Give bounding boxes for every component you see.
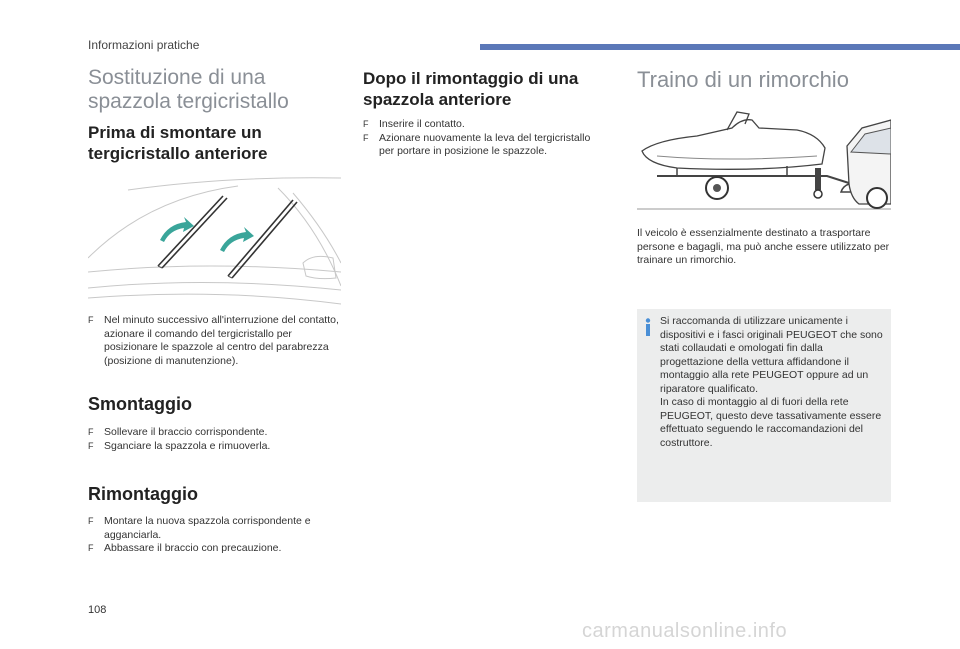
prima-heading-line1: Prima di smontare un xyxy=(88,123,262,142)
header-accent-bar xyxy=(480,44,960,50)
dopo-heading-line2: spazzola anteriore xyxy=(363,90,512,109)
traino-intro: Il veicolo è essenzialmente destinato a trasportare persone e bagagli, ma può anche essere utilizzato per trainare un rimorchio. xyxy=(637,227,890,266)
page-number: 108 xyxy=(88,604,107,616)
col1-title-line2: spazzola tergicristallo xyxy=(88,90,289,113)
list-item: F Nel minuto successivo all'interruzione del contatto, azionare il comando del tergicristallo per posizionare le spazzole al centro del parabrezza (posizione di manutenzione). xyxy=(88,314,339,367)
list-item: F Sganciare la spazzola e rimuoverla. xyxy=(88,439,271,452)
col1-title xyxy=(88,66,348,114)
smontaggio-list xyxy=(88,426,346,453)
prima-heading xyxy=(88,122,348,164)
list-item: F Abbassare il braccio con precauzione. xyxy=(88,542,282,554)
section-label: Informazioni pratiche xyxy=(88,38,200,52)
list-item: F Inserire il contatto. xyxy=(363,118,465,130)
info-text xyxy=(660,315,888,450)
windshield-wiper-illustration xyxy=(88,168,341,308)
car-towing-jetski-trailer-illustration xyxy=(637,106,891,210)
info-paragraph-1: Si raccomanda di utilizzare unicamente i dispositivi e i fasci originali PEUGEOT che sono stati collaudati e omologati fin dalla progettazione della vettura affidandone il montaggio alla rete PEUGEOT oppure ad un riparatore qualificato. xyxy=(660,315,883,395)
traino-title: Traino di un rimorchio xyxy=(637,67,849,92)
rimontaggio-list xyxy=(88,515,346,556)
info-icon xyxy=(643,318,653,336)
prima-heading-line2: tergicristallo anteriore xyxy=(88,144,268,163)
info-paragraph-2: In caso di montaggio al di fuori della rete PEUGEOT, questo deve tassativamente essere effettuato seguendo le raccomandazioni del costruttore. xyxy=(660,396,882,449)
list-item: F Sollevare il braccio corrispondente. xyxy=(88,426,268,438)
list-item: F Montare la nuova spazzola corrispondente e agganciarla. xyxy=(88,515,311,541)
dopo-heading xyxy=(363,68,623,110)
dopo-heading-line1: Dopo il rimontaggio di una xyxy=(363,69,579,88)
dopo-list xyxy=(363,118,608,159)
prima-steps xyxy=(88,314,346,368)
watermark: carmanualsonline.info xyxy=(582,620,788,642)
smontaggio-heading: Smontaggio xyxy=(88,394,192,414)
rimontaggio-heading: Rimontaggio xyxy=(88,484,198,504)
list-item: F Azionare nuovamente la leva del tergicristallo per portare in posizione le spazzole. xyxy=(363,131,591,157)
col1-title-line1: Sostituzione di una xyxy=(88,66,266,89)
